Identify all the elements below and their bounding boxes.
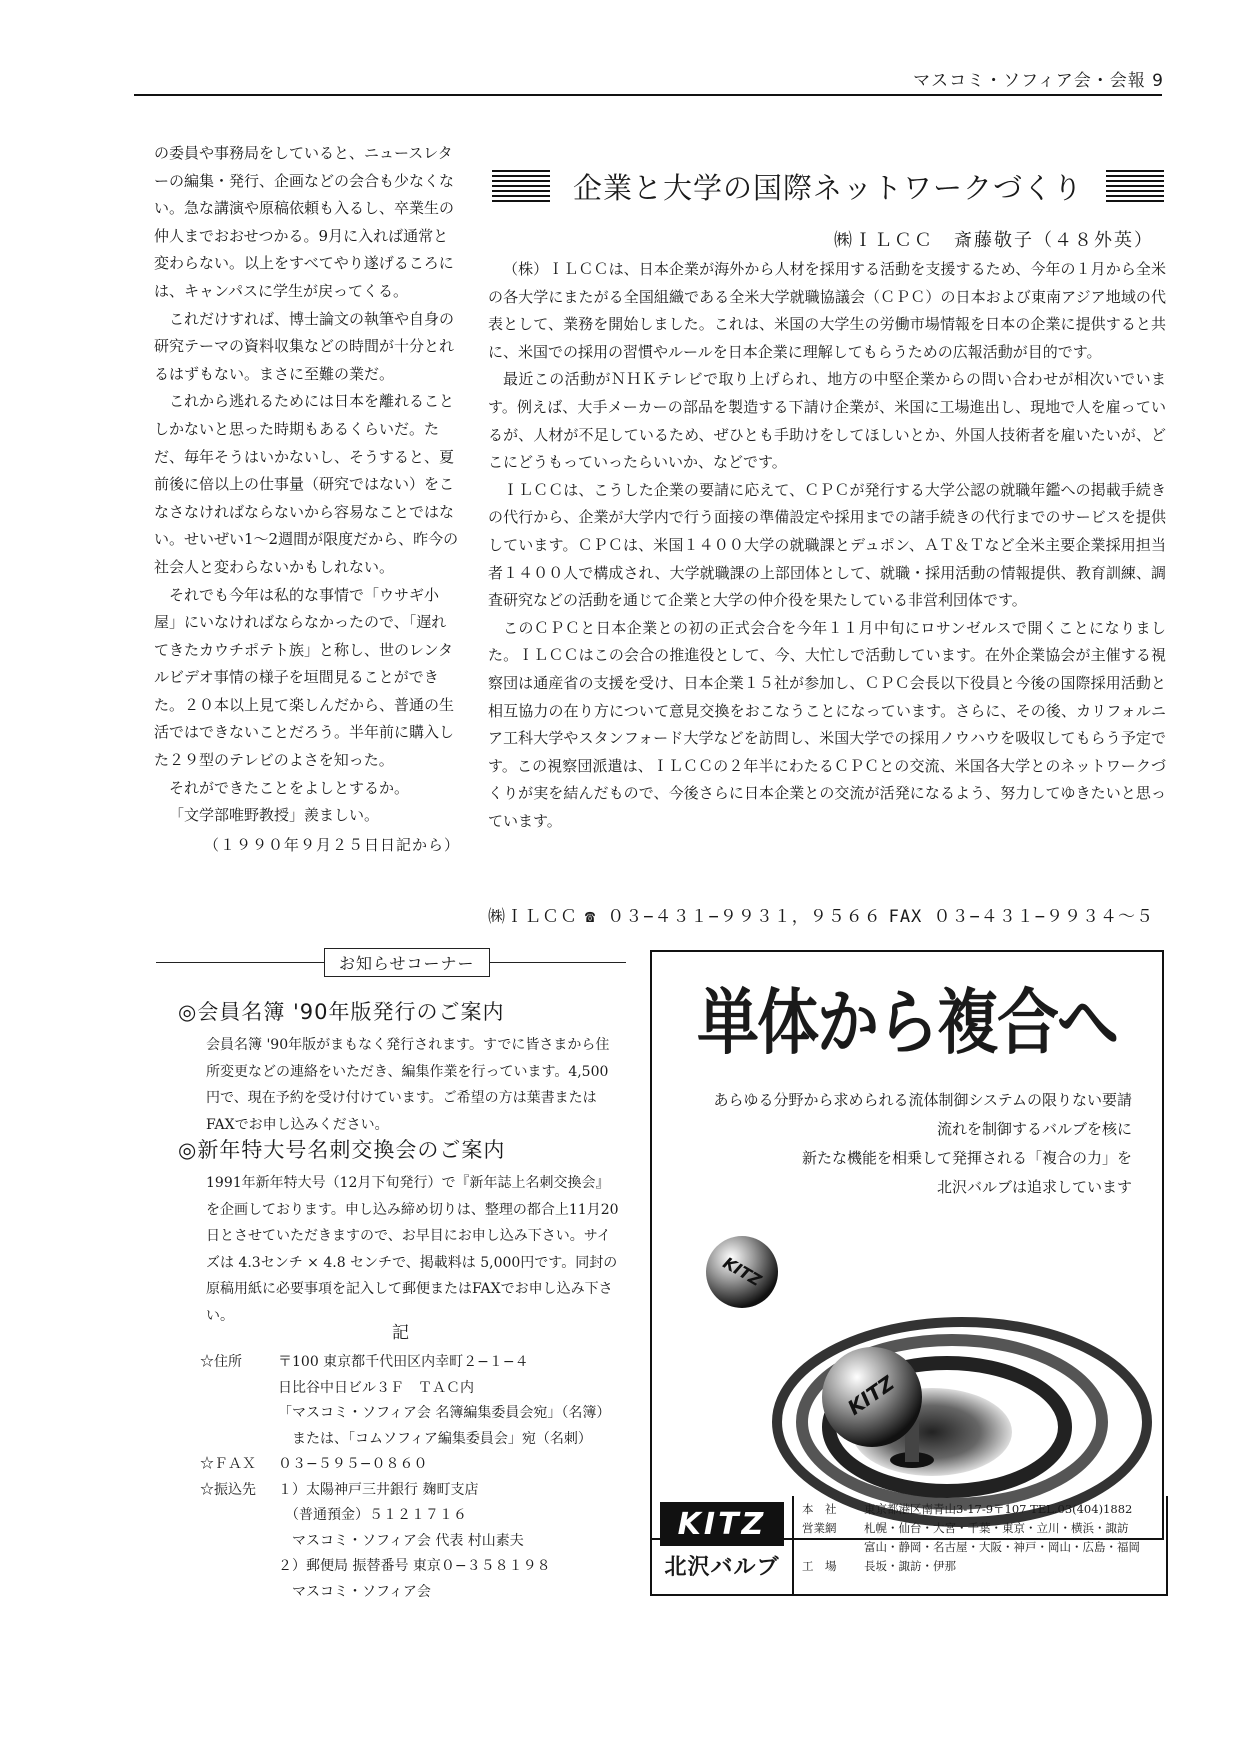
- detail-text: または、「コムソフィア編集委員会」宛（名刺）: [278, 1430, 592, 1447]
- address-label: 工 場: [802, 1559, 837, 1573]
- ad-copy-line: 北沢バルブは追求しています: [936, 1178, 1132, 1196]
- article-byline: ㈱ＩＬＣＣ 斎藤敬子（４８外英）: [834, 230, 1154, 251]
- left-paragraph: 「文学部唯野教授」羨ましい。: [169, 806, 380, 825]
- ball-label: KITZ: [843, 1370, 899, 1420]
- header-rule: [134, 94, 1162, 96]
- address-row: [802, 1500, 1158, 1519]
- detail-text: ０３−５９５−０８６０: [278, 1456, 428, 1472]
- ad-headline: 単体から複合へ: [696, 980, 1117, 1065]
- notice-heading-directory: ◎会員名簿 '90年版発行のご案内: [178, 1000, 505, 1024]
- ad-copy: [713, 1086, 1132, 1202]
- detail-row: [200, 1376, 630, 1402]
- article-title-bar: [492, 166, 1164, 206]
- address-label: [802, 1538, 864, 1557]
- article-paragraph: このＣＰＣと日本企業との初の正式会合を今年１１月中旬にロサンゼルスで開くことになりました。ＩＬＣＣはこの会合の推進役として、今、大忙しで活動しています。在外企業協会が主催する視察団は通産省の支援を受け、日本企業１５社が参加し、ＣＰＣ会長以下役員と今後の国際採用活動と相互協力の在り方について意見交換をおこなうことになっています。さらに、その後、カリフォルニア工科大学やスタンフォード大学などを訪問し、米国大学での採用ノウハウを吸収してもらう予定です。この視察団派遣は、ＩＬＣＣの２年半にわたるＣＰＣとの交流、米国各大学とのネットワークづくりが実を結んだもので、今後さらに日本企業との交流が活発になるよう、努力してゆきたいと思っています。: [488, 618, 1166, 830]
- article-paragraph: 最近この活動がＮＨＫテレビで取り上げられ、地方の中堅企業からの問い合わせが相次いでいます。例えば、大手メーカーの部品を製造する下請け企業が、米国に工場進出し、現地で人を雇っているが、人材が不足しているため、ぜひとも手助けをしてほしいとか、外国人技術者を雇いたいが、どこにどうもっていったらいいか、などです。: [488, 370, 1166, 472]
- address-text: 東京都港区南青山3-17-9〒107 TEL.03(404)1882: [864, 1502, 1133, 1516]
- address-row: [802, 1519, 1158, 1538]
- title-hatch-left: [492, 170, 550, 202]
- contact-org: ㈱ＩＬＣＣ: [488, 907, 578, 927]
- notice-ki: 記: [392, 1323, 409, 1343]
- detail-row: [200, 1529, 630, 1555]
- kitz-advertisement: [650, 950, 1164, 1540]
- detail-label: ☆振込先: [200, 1481, 256, 1498]
- ad-copy-line: 新たな機能を相乗して発揮される「複合の力」を: [801, 1149, 1132, 1167]
- contact-fax: FAX ０３−４３１−９９３４〜５: [888, 907, 1154, 927]
- address-label: 営業網: [802, 1521, 837, 1535]
- ad-footer: [650, 1496, 1168, 1596]
- notice-details: [200, 1350, 630, 1605]
- detail-row: [200, 1503, 630, 1529]
- address-row: [802, 1557, 1158, 1576]
- page-header: マスコミ・ソフィア会・会報 9: [913, 71, 1164, 91]
- notice-corner-title: お知らせコーナー: [324, 948, 490, 977]
- ball-label: KITZ: [719, 1253, 765, 1291]
- title-hatch-right: [1106, 170, 1164, 202]
- article-body: [488, 256, 1166, 835]
- detail-text: 〒100 東京都千代田区内幸町２−１−４: [278, 1354, 529, 1370]
- left-paragraph: の委員や事務局をしていると、ニュースレターの編集・発行、企画などの会合も少なくない。急な講演や原稿依頼も入るし、卒業生の仲人までおおせつかる。9月に入れば通常と変わらない。以上をすべてやり遂げるころには、キャンパスに学生が戻ってくる。: [154, 144, 455, 300]
- article-title: 企業と大学の国際ネットワークづくり: [572, 170, 1083, 205]
- detail-text: ２）郵便局 振替番号 東京０−３５８１９８: [278, 1558, 551, 1574]
- kitz-logo: [652, 1496, 794, 1594]
- detail-label: [200, 1401, 278, 1427]
- notice-heading-card-exchange: ◎新年特大号名刺交換会のご案内: [178, 1138, 506, 1162]
- detail-row: [200, 1554, 630, 1580]
- left-column: [154, 140, 460, 859]
- article-paragraph: ＩＬＣＣは、こうした企業の要請に応えて、ＣＰＣが発行する大学公認の就職年鑑への掲載手続きの代行から、企業が大学内で行う面接の準備設定や採用までの諸手続きの代行までのサービスを提供しています。ＣＰＣは、米国１４００大学の就職課とデュポン、ＡＴ＆Ｔなど全米主要企業採用担当者１４００人で構成され、大学就職課の上部団体として、就職・採用活動の情報提供、教育訓練、調査研究などの活動を通じて企業と大学の仲介役を果たしている非営利団体です。: [488, 480, 1166, 610]
- detail-row: [200, 1401, 630, 1427]
- detail-text: マスコミ・ソフィア会 代表 村山素夫: [278, 1532, 524, 1549]
- detail-label: [200, 1554, 278, 1580]
- kitz-logo-ja: 北沢バルブ: [664, 1555, 780, 1580]
- contact-tel: ☎ ０３−４３１−９９３１，９５６６: [584, 907, 882, 927]
- detail-row: [200, 1427, 630, 1453]
- left-paragraph: それができたことをよしとするか。: [169, 778, 410, 797]
- left-paragraph: それでも今年は私的な事情で「ウサギ小屋」にいなければならなかったので、「遅れてきたカウチポテト族」と称し、世のレンタルビデオ事情の様子を垣間見ることができた。２０本以上見て楽しんだから、普通の生活ではできないことだろう。半年前に購入した２９型のテレビのよさを知った。: [154, 585, 455, 770]
- detail-label: ☆ＦＡＸ: [200, 1456, 256, 1472]
- detail-text: 「マスコミ・ソフィア会 名簿編集委員会宛」（名簿）: [278, 1405, 611, 1421]
- detail-label: [200, 1376, 278, 1402]
- left-paragraph: これだけすれば、博士論文の執筆や自身の研究テーマの資料収集などの時間が十分とれるはずもない。まさに至難の業だ。: [154, 309, 455, 383]
- address-text: 長坂・諏訪・伊那: [864, 1559, 956, 1573]
- address-text: 札幌・仙台・大宮・千葉・東京・立川・横浜・諏訪: [864, 1521, 1129, 1535]
- detail-text: （普通預金）５１２１７１６: [278, 1507, 467, 1523]
- detail-text: １）太陽神戸三井銀行 麹町支店: [278, 1481, 479, 1498]
- left-paragraph: これから逃れるためには日本を離れることしかないと思った時期もあるくらいだ。ただ、毎年そうはいかないし、そうすると、夏前後に倍以上の仕事量（研究ではない）をこなさなければならないから容易なことではない。せいぜい1〜2週間が限度だから、昨今の社会人と変わらないかもしれない。: [154, 392, 459, 576]
- address-label: 本 社: [802, 1502, 837, 1516]
- detail-label: [200, 1427, 278, 1453]
- article-contact: [488, 902, 1154, 927]
- ad-swirl-illustration: [662, 1192, 1152, 1532]
- diary-credit: （１９９０年９月２５日日記から）: [203, 835, 460, 854]
- ad-copy-line: あらゆる分野から求められる流体制御システムの限りない要請: [713, 1091, 1132, 1109]
- ad-copy-line: 流れを制御するバルブを核に: [936, 1120, 1132, 1138]
- notice-body-card-exchange: 1991年新年特大号（12月下旬発行）で『新年誌上名刺交換会』を企画しております。申し込み締め切りは、整理の都合上11月20日とさせていただきますので、お早目にお申し込み下さい。サイズは 4.3センチ × 4.8 センチで、掲載料は 5,000円です。同封の原稿用紙に必要事項を記入して郵便またはFAXでお申し込み下さい。: [206, 1175, 619, 1324]
- detail-row: [200, 1452, 630, 1478]
- detail-text: 日比谷中日ビル３Ｆ ＴＡＣ内: [278, 1379, 474, 1396]
- detail-label: [200, 1529, 278, 1555]
- detail-label: [200, 1503, 278, 1529]
- kitz-logo-mark: KITZ: [660, 1502, 784, 1546]
- detail-text: マスコミ・ソフィア会: [278, 1583, 431, 1600]
- ad-address-block: [794, 1496, 1166, 1594]
- address-text: 富山・静岡・名古屋・大阪・神戸・岡山・広島・福岡: [864, 1540, 1140, 1554]
- detail-row: [200, 1350, 630, 1376]
- article-paragraph: （株）ＩＬＣＣは、日本企業が海外から人材を採用する活動を支援するため、今年の１月から全米の各大学にまたがる全国組織である全米大学就職協議会（ＣＰＣ）の日本および東南アジア地域の代表として、業務を開始しました。これは、米国の大学生の労働市場情報を日本の企業に提供すると共に、米国での採用の習慣やルールを日本企業に理解してもらうための広報活動が目的です。: [488, 260, 1166, 361]
- detail-label: [200, 1580, 278, 1606]
- detail-row: [200, 1478, 630, 1504]
- notice-body-directory: 会員名簿 '90年版がまもなく発行されます。すでに皆さまから住所変更などの連絡をいただき、編集作業を行っています。4,500円で、現在予約を受け付けています。ご希望の方は葉書またはFAXでお申し込みください。: [206, 1037, 610, 1133]
- detail-label: ☆住所: [200, 1354, 242, 1370]
- detail-row: [200, 1580, 630, 1606]
- address-row: [802, 1538, 1158, 1557]
